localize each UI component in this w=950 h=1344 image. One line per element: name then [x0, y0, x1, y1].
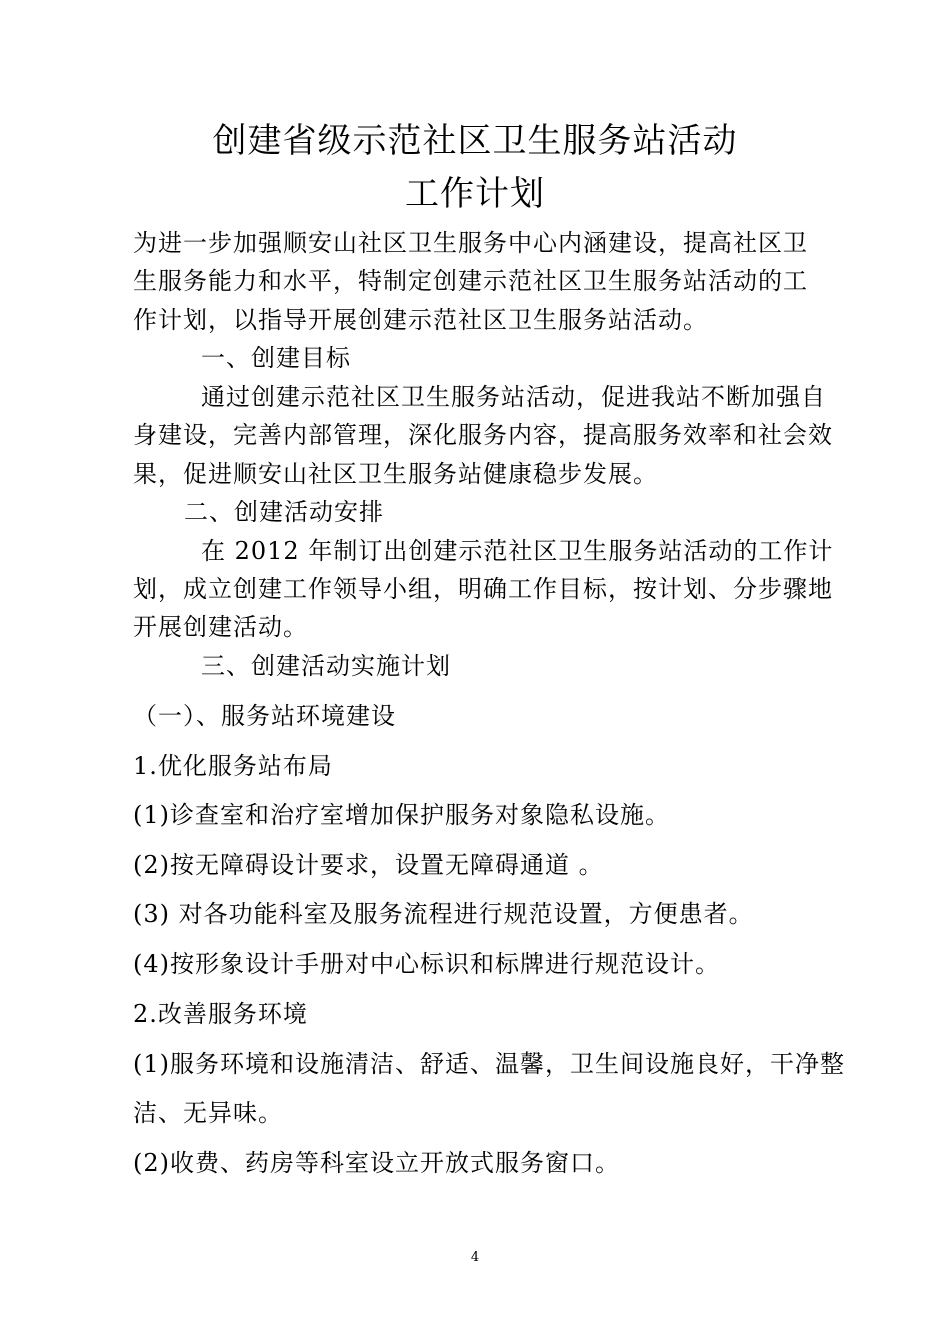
subsection1-heading: （一）、服务站环境建设 — [133, 702, 396, 730]
item2-point-2: (2)收费、药房等科室设立开放式服务窗口。 — [133, 1149, 620, 1177]
section1-line-1: 通过创建示范社区卫生服务站活动，促进我站不断加强自 — [201, 383, 826, 411]
item1-point-2: (2)按无障碍设计要求，设置无障碍通道 。 — [133, 851, 604, 879]
section1-line-3: 果，促进顺安山社区卫生服务站健康稳步发展。 — [133, 460, 658, 488]
section1-line-2: 身建设，完善内部管理，深化服务内容，提高服务效率和社会效 — [133, 421, 833, 449]
document-title-line2: 工作计划 — [405, 174, 545, 214]
section2-line-1: 在 2012 年制订出创建示范社区卫生服务站活动的工作计 — [201, 537, 834, 565]
section2-line-3: 开展创建活动。 — [133, 613, 308, 641]
intro-line-1: 为进一步加强顺安山社区卫生服务中心内涵建设，提高社区卫 — [133, 229, 808, 257]
item2-point-1: (1)服务环境和设施清洁、舒适、温馨，卫生间设施良好，干净整 — [133, 1050, 845, 1078]
intro-line-3: 作计划，以指导开展创建示范社区卫生服务站活动。 — [133, 306, 708, 334]
item1-point-1: (1)诊查室和治疗室增加保护服务对象隐私设施。 — [133, 801, 670, 829]
document-title-line1: 创建省级示范社区卫生服务站活动 — [212, 121, 738, 161]
item1-heading: 1.优化服务站布局 — [133, 752, 333, 780]
item1-point-4: (4)按形象设计手册对中心标识和标牌进行规范设计。 — [133, 950, 720, 978]
section2-heading: 二、创建活动安排 — [184, 498, 384, 526]
item1-point-3: (3) 对各功能科室及服务流程进行规范设置，方便患者。 — [133, 900, 754, 928]
section3-heading: 三、创建活动实施计划 — [201, 652, 451, 680]
item2-heading: 2.改善服务环境 — [133, 1000, 308, 1028]
section1-heading: 一、创建目标 — [201, 344, 351, 372]
intro-line-2: 生服务能力和水平，特制定创建示范社区卫生服务站活动的工 — [133, 267, 808, 295]
page-number: 4 — [470, 1250, 480, 1265]
item2-point-1-cont: 洁、无异味。 — [133, 1099, 283, 1127]
section2-line-2: 划，成立创建工作领导小组，明确工作目标，按计划、分步骤地 — [133, 575, 833, 603]
